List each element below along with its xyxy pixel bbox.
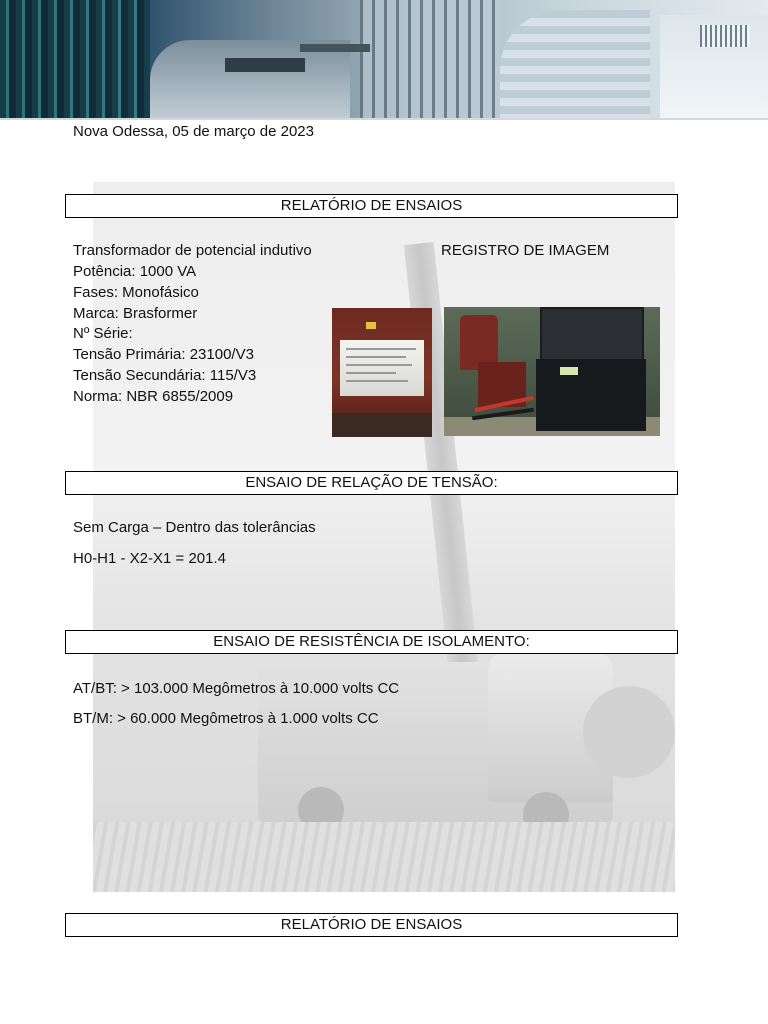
equipment-secondary-voltage: Tensão Secundária: 115/V3: [73, 367, 257, 384]
transformer-nameplate-photo: [332, 308, 432, 437]
voltage-ratio-title-box: ENSAIO DE RELAÇÃO DE TENSÃO:: [65, 471, 678, 495]
insulation-at-bt: AT/BT: > 103.000 Megômetros à 10.000 volts CC: [73, 680, 400, 697]
equipment-power: Potência: 1000 VA: [73, 263, 197, 280]
equipment-primary-voltage: Tensão Primária: 23100/V3: [73, 346, 254, 363]
voltage-ratio-result: H0-H1 - X2-X1 = 201.4: [73, 550, 226, 567]
report-title-box: RELATÓRIO DE ENSAIOS: [65, 194, 678, 218]
image-record-title: REGISTRO DE IMAGEM: [441, 242, 610, 259]
equipment-standard: Norma: NBR 6855/2009: [73, 388, 234, 405]
equipment-phases: Fases: Monofásico: [73, 284, 199, 301]
voltage-ratio-condition: Sem Carga – Dentro das tolerâncias: [73, 519, 316, 536]
insulation-title-box: ENSAIO DE RESISTÊNCIA DE ISOLAMENTO:: [65, 630, 678, 654]
equipment-brand: Marca: Brasformer: [73, 305, 198, 322]
report-title-box-2: RELATÓRIO DE ENSAIOS: [65, 913, 678, 937]
equipment-type: Transformador de potencial indutivo: [73, 242, 312, 259]
header-banner-image: [0, 0, 768, 120]
insulation-bt-m: BT/M: > 60.000 Megômetros à 1.000 volts CC: [73, 710, 379, 727]
location-date: Nova Odessa, 05 de março de 2023: [73, 123, 314, 140]
test-equipment-photo: [444, 307, 660, 436]
equipment-serial: Nº Série:: [73, 325, 133, 342]
